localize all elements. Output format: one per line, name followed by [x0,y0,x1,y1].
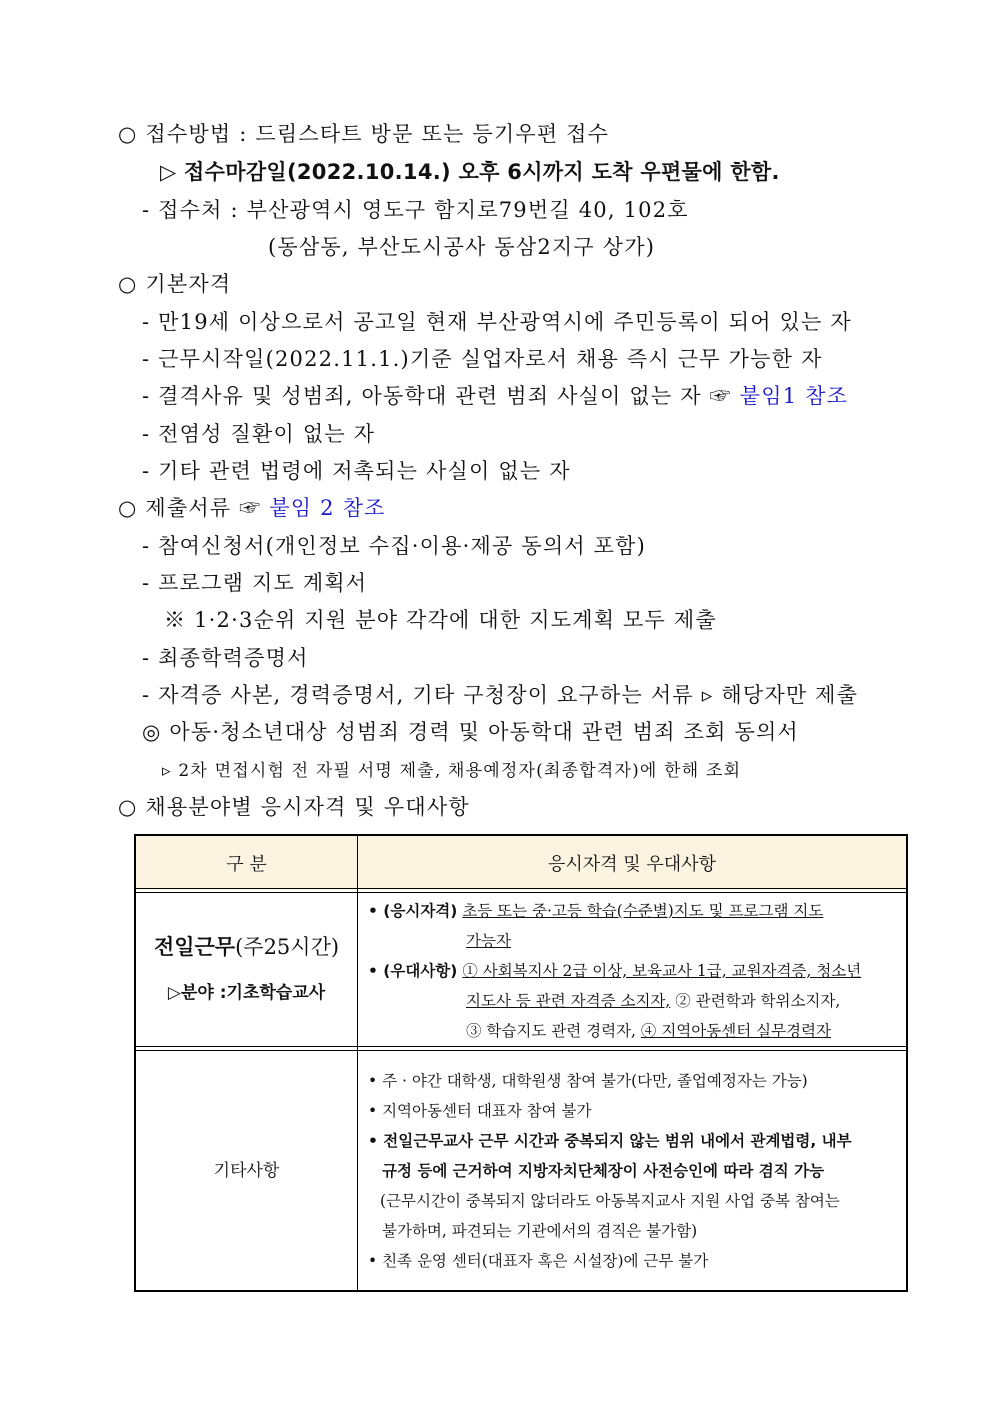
table-header-category: 구 분 [136,836,357,890]
row1-title-hours: (주25시간) [235,935,340,959]
misc-item: 불가하며, 파견되는 기관에서의 겸직은 불가함) [382,1222,698,1240]
preference-line-3 [466,1016,831,1046]
document-item: - 최종학력증명서 [142,646,309,670]
preference-text: 지도사 등 관련 자격증 소지자, [466,992,671,1010]
header-divider [136,888,906,889]
qualification-table [134,834,908,1292]
misc-item: • 지역아동센터 대표자 참여 불가 [368,1102,592,1120]
table-header-qualifications: 응시자격 및 우대사항 [358,836,906,890]
consent-form-note: ▹ 2차 면접시험 전 자필 서명 제출, 채용예정자(최종합격자)에 한해 조회 [162,761,742,781]
misc-item: • 친족 운영 센터(대표자 혹은 시설장)에 근무 불가 [368,1252,709,1270]
qualification-item: - 근무시작일(2022.11.1.)기준 실업자로서 채용 즉시 근무 가능한 자 [142,347,823,371]
section-field-qualifications: ○ 채용분야별 응시자격 및 우대사항 [118,795,470,819]
document-note: ※ 1·2·3순위 지원 분야 각각에 대한 지도계획 모두 제출 [164,608,717,632]
qualification-item: - 만19세 이상으로서 공고일 현재 부산광역시에 주민등록이 되어 있는 자 [142,310,852,334]
column-divider [357,836,358,1290]
preference-text: ④ 지역아동센터 실무경력자 [640,1022,831,1040]
document-item: - 참여신청서(개인정보 수집·이용·제공 동의서 포함) [142,534,647,558]
row-divider [136,1050,906,1051]
row1-title-bold: 전일근무 [153,935,236,959]
row2-label: 기타사항 [213,1161,280,1181]
consent-form-item: ◎ 아동·청소년대상 성범죄 경력 및 아동학대 관련 범죄 조회 동의서 [142,720,799,744]
preference-text: ③ 학습지도 관련 경력자, [466,1022,636,1040]
row1-title [136,931,357,961]
deadline-note: ▷ 접수마감일(2022.10.14.) 오후 6시까지 도착 우편물에 한함. [160,160,780,184]
preference-line-2 [466,986,840,1016]
document-item: - 자격증 사본, 경력증명서, 기타 구청장이 요구하는 서류 ▹ 해당자만 제출 [142,683,859,707]
misc-item: • 전일근무교사 근무 시간과 중복되지 않는 범위 내에서 관계법령, 내부 [368,1132,852,1150]
documents-title: ○ 제출서류 ☞ [118,496,262,520]
preference-text: ② 관련학과 학위소지자, [675,992,841,1010]
attachment-1-reference: 붙임1 참조 [739,384,849,408]
section-documents [118,494,386,522]
header-divider [136,892,906,893]
qualification-text: - 결격사유 및 성범죄, 아동학대 관련 범죄 사실이 없는 자 ☞ [142,384,732,408]
qualification-item [142,382,848,410]
qualification-item: - 전염성 질환이 없는 자 [142,422,376,446]
preference-label: • (우대사항) [368,962,458,980]
preference-line: ① 사회복지사 2급 이상, 보육교사 1급, 교원자격증, 청소년 [462,962,862,980]
row-divider [136,1046,906,1047]
misc-item: • 주 · 야간 대학생, 대학원생 참여 불가(다만, 졸업예정자는 가능) [368,1072,808,1090]
row1-field: ▷분야 :기초학습교사 [167,983,326,1003]
attachment-2-reference: 붙임 2 참조 [269,496,386,520]
qualification-item: - 기타 관련 법령에 저촉되는 사실이 없는 자 [142,459,571,483]
reception-address: - 접수처 : 부산광역시 영도구 함지로79번길 40, 102호 [142,198,689,222]
requirement-text-cont: 가능자 [466,932,511,950]
row1-preference [368,956,861,986]
document-item: - 프로그램 지도 계획서 [142,571,368,595]
requirement-label: • (응시자격) [368,902,458,920]
requirement-text: 초등 또는 중·고등 학습(수준별)지도 및 프로그램 지도 [462,902,824,920]
misc-item: 규정 등에 근거하여 지방자치단체장이 사전승인에 따라 겸직 가능 [382,1162,825,1180]
section-reception-method: ○ 접수방법 : 드림스타트 방문 또는 등기우편 접수 [118,122,610,146]
row1-requirement [368,896,823,926]
misc-item: (근무시간이 중복되지 않더라도 아동복지교사 지원 사업 중복 참여는 [380,1192,840,1210]
reception-address-detail: (동삼동, 부산도시공사 동삼2지구 상가) [268,235,656,259]
section-basic-qualification: ○ 기본자격 [118,272,232,296]
